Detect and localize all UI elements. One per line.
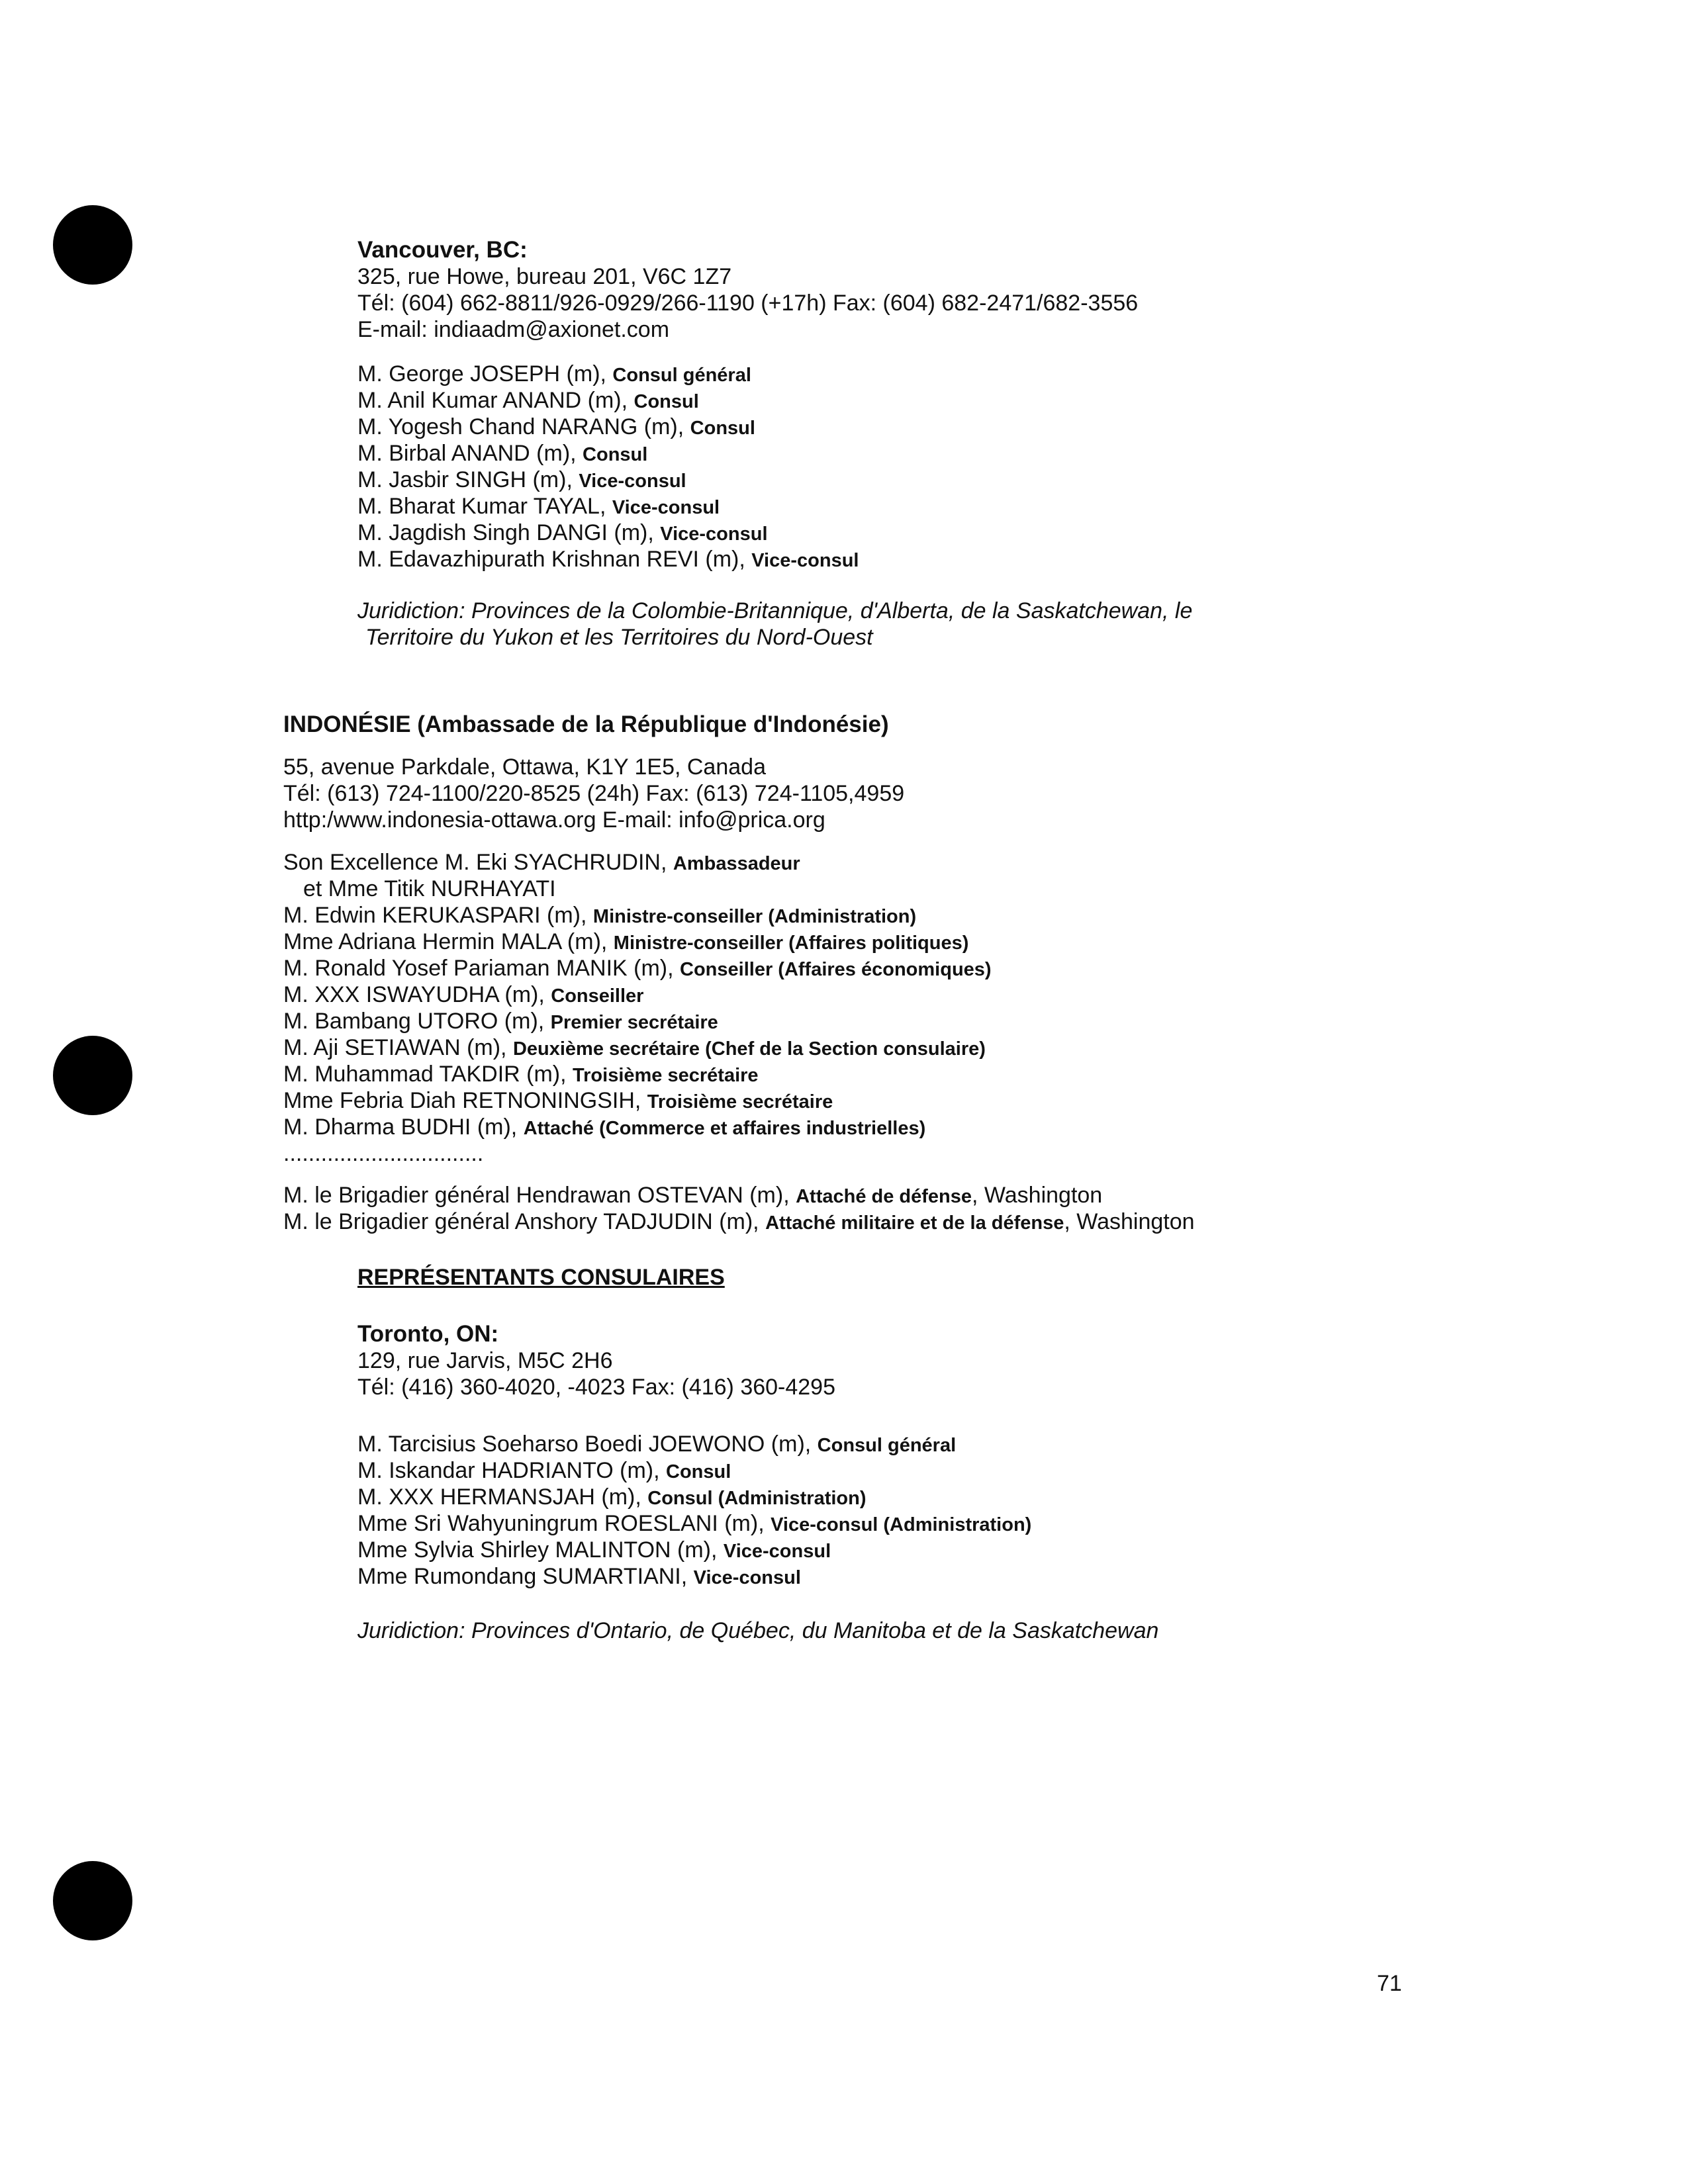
staff-name: M. Jagdish Singh DANGI (m), xyxy=(357,520,661,545)
attache-entry xyxy=(283,1182,1195,1208)
staff-role: Ministre-conseiller (Administration) xyxy=(592,906,917,927)
staff-entry xyxy=(283,1034,992,1061)
spouse-entry: et Mme Titik NURHAYATI xyxy=(303,876,556,901)
staff-name: Mme Adriana Hermin MALA (m), xyxy=(283,929,614,954)
indonesia-web-email: http:/www.indonesia-ottawa.org E-mail: info@prica.org xyxy=(283,807,825,833)
staff-role: Troisième secrétaire xyxy=(647,1091,833,1113)
consular-heading: REPRÉSENTANTS CONSULAIRES xyxy=(357,1265,725,1290)
vancouver-heading: Vancouver, BC: xyxy=(357,237,528,263)
staff-name: Mme Sylvia Shirley MALINTON (m), xyxy=(357,1537,724,1563)
vancouver-section xyxy=(357,237,1138,343)
staff-entry xyxy=(357,1563,1031,1590)
staff-name: M. XXX ISWAYUDHA (m), xyxy=(283,982,551,1007)
indonesia-heading-block xyxy=(283,711,889,738)
binder-hole-bottom xyxy=(53,1861,132,1940)
attache-entry xyxy=(283,1208,1195,1235)
staff-name: M. Bambang UTORO (m), xyxy=(283,1009,551,1034)
vancouver-staff-list xyxy=(357,361,859,572)
staff-entry xyxy=(357,361,859,387)
staff-entry xyxy=(357,546,859,572)
staff-entry xyxy=(283,1114,992,1140)
staff-name: M. George JOSEPH (m), xyxy=(357,361,613,387)
staff-role: Consul (Administration) xyxy=(647,1488,867,1509)
staff-role: Attaché militaire et de la défense xyxy=(765,1212,1064,1234)
staff-name: Mme Rumondang SUMARTIANI, xyxy=(357,1564,694,1589)
vancouver-address: 325, rue Howe, bureau 201, V6C 1Z7 xyxy=(357,264,732,289)
staff-role: Consul xyxy=(633,391,699,412)
staff-role: Consul général xyxy=(817,1435,957,1456)
staff-role: Ministre-conseiller (Affaires politiques) xyxy=(613,933,969,954)
staff-role: Conseiller (Affaires économiques) xyxy=(680,959,992,980)
staff-role: Vice-consul xyxy=(723,1541,831,1562)
staff-entry xyxy=(357,520,859,546)
staff-name: Mme Sri Wahyuningrum ROESLANI (m), xyxy=(357,1511,771,1536)
staff-name: M. Muhammad TAKDIR (m), xyxy=(283,1062,573,1087)
vancouver-email: E-mail: indiaadm@axionet.com xyxy=(357,317,670,342)
staff-role: Troisième secrétaire xyxy=(573,1065,759,1086)
indonesia-contact xyxy=(283,754,904,833)
staff-entry xyxy=(357,387,859,414)
jurisdiction-line: Territoire du Yukon et les Territoires du Nord-Ouest xyxy=(365,625,873,650)
toronto-heading: Toronto, ON: xyxy=(357,1321,499,1347)
staff-entry xyxy=(357,1484,1031,1510)
toronto-section xyxy=(357,1321,835,1400)
staff-role: Vice-consul xyxy=(751,550,859,571)
staff-name: M. Birbal ANAND (m), xyxy=(357,441,583,466)
staff-name: M. Bharat Kumar TAYAL, xyxy=(357,494,612,519)
page-number: 71 xyxy=(1377,1971,1402,1996)
staff-name: Son Excellence M. Eki SYACHRUDIN, xyxy=(283,850,673,875)
staff-entry xyxy=(283,981,992,1008)
staff-name: M. Anil Kumar ANAND (m), xyxy=(357,388,634,413)
staff-entry xyxy=(283,1087,992,1114)
staff-entry xyxy=(283,902,992,929)
staff-name: M. XXX HERMANSJAH (m), xyxy=(357,1484,648,1510)
staff-entry xyxy=(357,414,859,440)
staff-entry xyxy=(357,440,859,467)
dotted-separator: ................................ xyxy=(283,1141,484,1166)
binder-hole-middle xyxy=(53,1036,132,1115)
staff-entry xyxy=(283,1008,992,1034)
indonesia-address: 55, avenue Parkdale, Ottawa, K1Y 1E5, Canada xyxy=(283,754,766,780)
toronto-address: 129, rue Jarvis, M5C 2H6 xyxy=(357,1348,613,1373)
staff-name: M. Yogesh Chand NARANG (m), xyxy=(357,414,690,439)
staff-role: Consul xyxy=(690,418,755,439)
jurisdiction-line: Juridiction: Provinces d'Ontario, de Québec, du Manitoba et de la Saskatchewan xyxy=(357,1618,1159,1643)
staff-role: Attaché (Commerce et affaires industrielles) xyxy=(523,1118,926,1139)
staff-location: , Washington xyxy=(972,1183,1103,1208)
jurisdiction-line: Juridiction: Provinces de la Colombie-Britannique, d'Alberta, de la Saskatchewan, le xyxy=(357,598,1193,623)
toronto-jurisdiction xyxy=(357,1617,1158,1644)
staff-entry xyxy=(283,929,992,955)
staff-role: Consul xyxy=(583,444,648,465)
staff-role: Vice-consul xyxy=(660,523,768,545)
vancouver-jurisdiction xyxy=(357,598,1192,651)
indonesia-staff-list xyxy=(283,849,992,1167)
indonesia-heading: INDONÉSIE (Ambassade de la République d'Indonésie) xyxy=(283,711,889,737)
toronto-staff-list xyxy=(357,1431,1031,1590)
staff-role: Deuxième secrétaire (Chef de la Section consulaire) xyxy=(512,1038,986,1060)
staff-name: M. Iskandar HADRIANTO (m), xyxy=(357,1458,666,1483)
staff-role: Consul général xyxy=(612,365,751,386)
indonesia-phone: Tél: (613) 724-1100/220-8525 (24h) Fax: (613) 724-1105,4959 xyxy=(283,781,905,806)
ambassador-entry xyxy=(283,849,992,876)
staff-entry xyxy=(283,1061,992,1087)
staff-role: Vice-consul xyxy=(693,1567,801,1588)
staff-entry xyxy=(357,1457,1031,1484)
staff-role: Vice-consul xyxy=(612,497,720,518)
consular-heading-block xyxy=(357,1264,725,1291)
staff-location: , Washington xyxy=(1064,1209,1195,1234)
indonesia-military-attaches xyxy=(283,1182,1195,1235)
staff-entry xyxy=(357,493,859,520)
binder-hole-top xyxy=(53,205,132,285)
staff-name: M. Edwin KERUKASPARI (m), xyxy=(283,903,593,928)
vancouver-phone: Tél: (604) 662-8811/926-0929/266-1190 (+17h) Fax: (604) 682-2471/682-3556 xyxy=(357,291,1139,316)
staff-role: Conseiller xyxy=(551,985,644,1007)
staff-name: M. Edavazhipurath Krishnan REVI (m), xyxy=(357,547,752,572)
staff-role: Vice-consul (Administration) xyxy=(771,1514,1032,1535)
staff-name: M. Jasbir SINGH (m), xyxy=(357,467,579,492)
staff-role: Vice-consul xyxy=(579,471,686,492)
staff-name: Mme Febria Diah RETNONINGSIH, xyxy=(283,1088,647,1113)
staff-role: Premier secrétaire xyxy=(550,1012,718,1033)
staff-name: M. Tarcisius Soeharso Boedi JOEWONO (m), xyxy=(357,1432,818,1457)
toronto-phone: Tél: (416) 360-4020, -4023 Fax: (416) 360-4295 xyxy=(357,1375,836,1400)
staff-role: Ambassadeur xyxy=(673,853,800,874)
staff-entry xyxy=(357,1431,1031,1457)
staff-name: M. Aji SETIAWAN (m), xyxy=(283,1035,513,1060)
staff-name: M. Dharma BUDHI (m), xyxy=(283,1115,524,1140)
staff-name: M. Ronald Yosef Pariaman MANIK (m), xyxy=(283,956,680,981)
staff-entry xyxy=(283,955,992,981)
staff-name: M. le Brigadier général Hendrawan OSTEVAN (m), xyxy=(283,1183,796,1208)
staff-entry xyxy=(357,1510,1031,1537)
staff-entry xyxy=(357,1537,1031,1563)
staff-name: M. le Brigadier général Anshory TADJUDIN (m), xyxy=(283,1209,766,1234)
staff-role: Consul xyxy=(666,1461,731,1482)
staff-entry xyxy=(357,467,859,493)
staff-role: Attaché de défense xyxy=(796,1186,972,1207)
